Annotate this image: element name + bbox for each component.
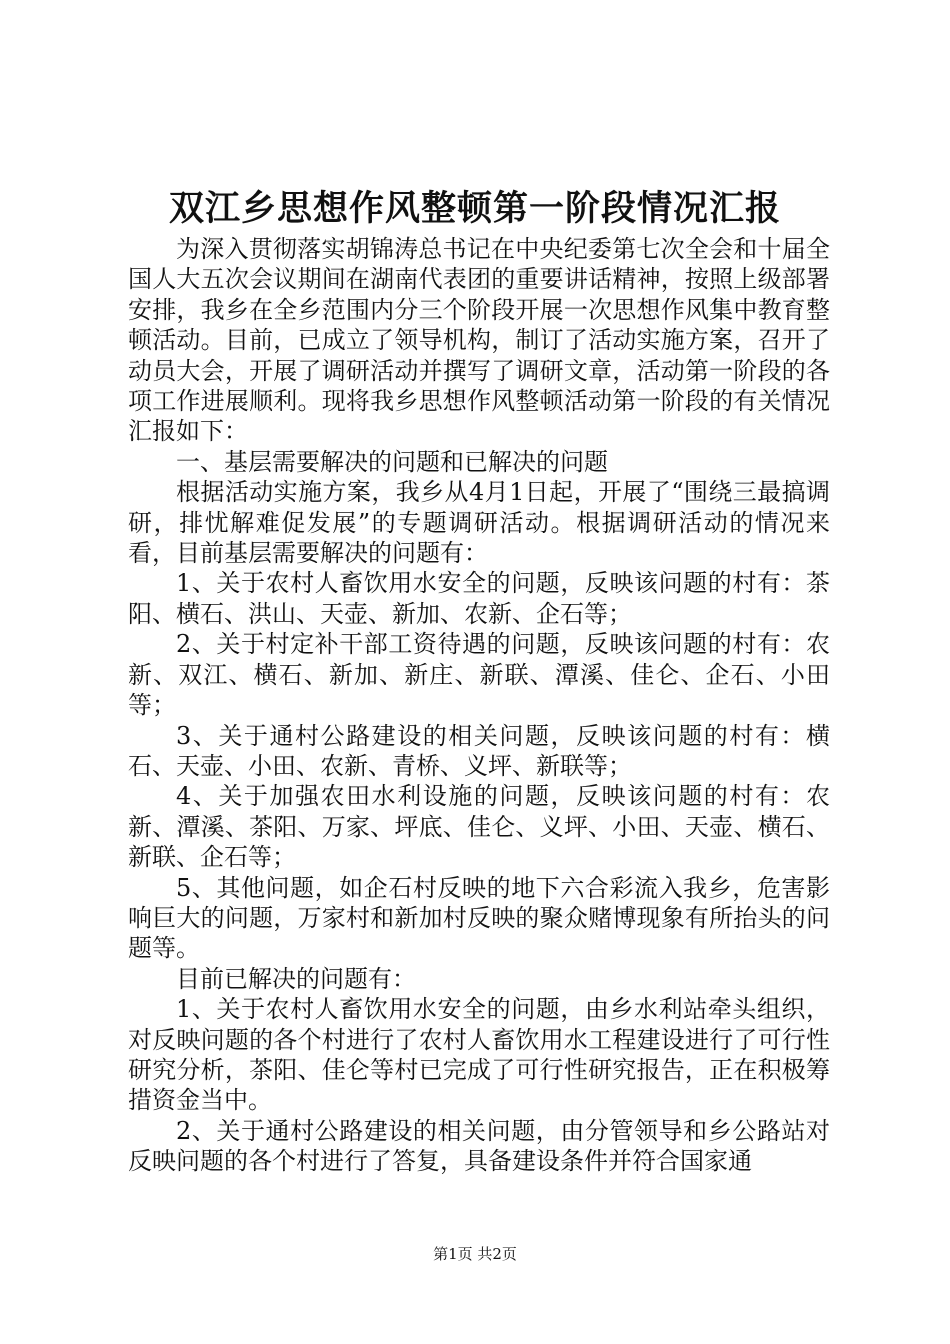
list-item: 5、其他问题，如企石村反映的地下六合彩流入我乡，危害影响巨大的问题，万家村和新加村反映的聚众赌博现象有所抬头的问题等。 bbox=[128, 873, 830, 963]
body-paragraph: 为深入贯彻落实胡锦涛总书记在中央纪委第七次全会和十届全国人大五次会议期间在湖南代表团的重要讲话精神，按照上级部署安排，我乡在全乡范围内分三个阶段开展一次思想作风集中教育整顿活动。目前，已成立了领导机构，制订了活动实施方案，召开了动员大会，开展了调研活动并撰写了调研文章，活动第一阶段的各项工作进展顺利。现将我乡思想作风整顿活动第一阶段的有关情况汇报如下： bbox=[128, 235, 830, 446]
list-item: 4、关于加强农田水利设施的问题，反映该问题的村有：农新、潭溪、茶阳、万家、坪底、佳仑、义坪、小田、天壶、横石、新联、企石等； bbox=[128, 782, 830, 872]
section-heading: 一、基层需要解决的问题和已解决的问题 bbox=[176, 447, 608, 476]
list-item: 2、关于村定补干部工资待遇的问题，反映该问题的村有：农新、双江、横石、新加、新庄、新联、潭溪、佳仑、企石、小田等； bbox=[128, 630, 830, 720]
list-item: 2、关于通村公路建设的相关问题，由分管领导和乡公路站对反映问题的各个村进行了答复，具备建设条件并符合国家通 bbox=[128, 1116, 830, 1176]
document-title: 双江乡思想作风整顿第一阶段情况汇报 bbox=[168, 188, 781, 229]
page-number: 第1页 共2页 bbox=[433, 1245, 517, 1263]
page-footer bbox=[0, 1244, 950, 1264]
list-item: 1、关于农村人畜饮用水安全的问题，由乡水利站牵头组织，对反映问题的各个村进行了农村人畜饮用水工程建设进行了可行性研究分析，茶阳、佳仑等村已完成了可行性研究报告，正在积极筹措资金当中。 bbox=[128, 995, 830, 1115]
body-paragraph: 根据活动实施方案，我乡从4月1日起，开展了“围绕三最搞调研，排忧解难促发展”的专题调研活动。根据调研活动的情况来看，目前基层需要解决的问题有： bbox=[128, 478, 830, 568]
body-paragraph: 目前已解决的问题有： bbox=[176, 964, 416, 993]
list-item: 3、关于通村公路建设的相关问题，反映该问题的村有：横石、天壶、小田、农新、青桥、义坪、新联等； bbox=[128, 721, 830, 780]
document-body bbox=[128, 234, 830, 1177]
list-item: 1、关于农村人畜饮用水安全的问题，反映该问题的村有：茶阳、横石、洪山、天壶、新加、农新、企石等； bbox=[128, 569, 830, 628]
